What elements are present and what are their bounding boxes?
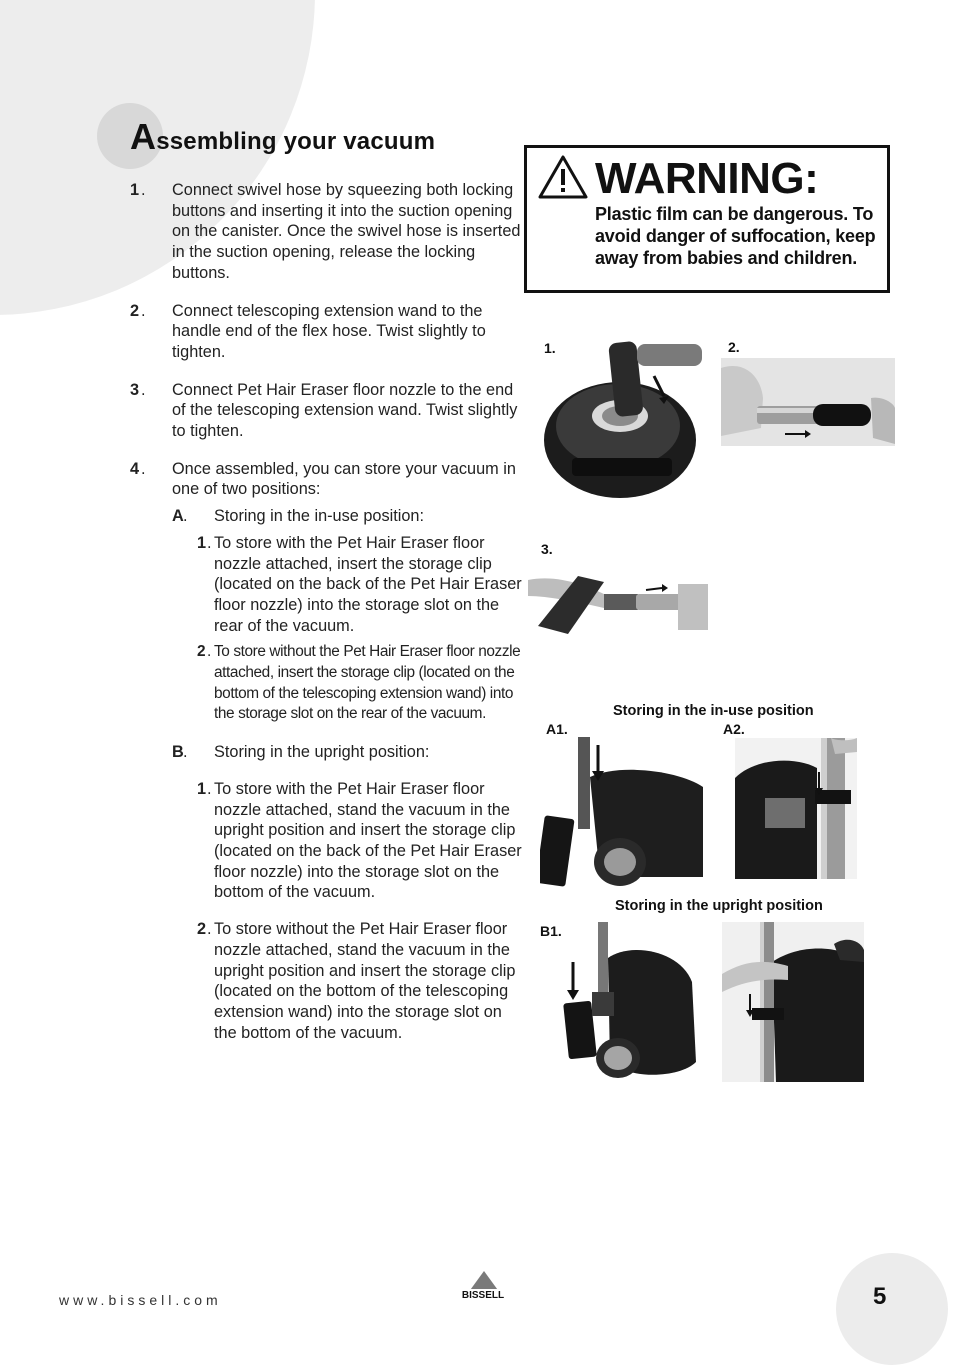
- title-rest: ssembling your vacuum: [156, 128, 436, 155]
- step-4: 4 . Once assembled, you can store your vacuum in one of two positions: A . Storing in the in-use position: 1 . To store with the Pet Hair Eraser floor nozzle attached, insert the storage clip (located on the back of the Pet Hair Eraser floor nozzle) into the storage slot on the rear of the vacuum. 2 . To store without the Pet Hair Eraser floor nozzle attached, insert the storage clip (located on the bottom of the telescoping extension wand) into the storage slot on the rear of the vacuum. B . Storing in the upright position: 1 . To store with the Pet Hair Eraser floor nozzle attached, stand the vacuum in the upright position and insert the storage clip (located on the back of the Pet Hair Eraser floor nozzle) into the storage slot on the bottom of the vacuum. 2 . To store without the Pet Hair Eraser floor nozzle attached, stand the vacuum in the upright position and insert the storage clip (located on the bottom of the telescoping extension wand) into the storage slot on the bottom of the vacuum.: [130, 459, 525, 1044]
- step-number: 2: [130, 301, 140, 320]
- step-text: Connect swivel hose by squeezing both locking buttons and inserting it into the suction opening on the canister. Once the swivel hose is inserted in the suction opening, release the locking buttons.: [172, 181, 521, 282]
- step-text: Once assembled, you can store your vacuum in one of two positions:: [172, 459, 516, 499]
- website-url: www.bissell.com: [59, 1292, 222, 1308]
- substep-b: B . Storing in the upright position:: [172, 743, 430, 762]
- warning-box: [524, 145, 890, 293]
- item-text: To store without the Pet Hair Eraser floor nozzle attached, stand the vacuum in the upright position and insert the storage clip (located on the bottom of the telescoping extension wand) into the storage slot on the bottom of the vacuum.: [214, 920, 516, 1042]
- caption-in-use: Storing in the in-use position: [613, 703, 814, 719]
- figure-label-a1: A1.: [546, 721, 568, 737]
- step-text: Connect Pet Hair Eraser floor nozzle to the end of the telescoping extension wand. Twist slightly to tighten.: [172, 380, 518, 441]
- logo-text: BISSELL: [461, 1290, 505, 1301]
- step-number: 3: [130, 380, 140, 399]
- figure-label-2: 2.: [728, 339, 740, 355]
- figure-label-b1: B1.: [540, 923, 562, 939]
- step-text: Connect telescoping extension wand to the handle end of the flex hose. Twist slightly to tighten.: [172, 301, 486, 361]
- step-number: 1: [130, 181, 140, 199]
- step-1: 1 . Connect swivel hose by squeezing both locking buttons and inserting it into the suction opening on the canister. Once the swivel hose is inserted in the suction opening, release the locking buttons.: [130, 181, 521, 282]
- figure-3-floor-nozzle-photo: [528, 566, 708, 638]
- assembly-steps: [130, 180, 525, 1060]
- figure-a1-in-use-storage-photo: [540, 737, 703, 887]
- item-number: 2: [197, 643, 206, 661]
- substep-letter: B: [172, 743, 184, 762]
- substep-letter: A: [172, 507, 184, 526]
- warning-title: WARNING:: [595, 154, 819, 203]
- step-3: 3 . Connect Pet Hair Eraser floor nozzle to the end of the telescoping extension wand. Twist slightly to tighten.: [130, 380, 518, 441]
- page-title: [130, 116, 435, 158]
- figure-label-3: 3.: [541, 541, 553, 557]
- item-number: 1: [197, 533, 207, 552]
- step-2: 2 . Connect telescoping extension wand to the handle end of the flex hose. Twist slightly to tighten.: [130, 301, 486, 361]
- figure-label-a2: A2.: [723, 721, 745, 737]
- substep-a-item-2: 2 . To store without the Pet Hair Eraser floor nozzle attached, insert the storage clip (located on the bottom of the telescoping extension wand) into the storage slot on the rear of the vacuum.: [197, 643, 521, 723]
- substep-text: Storing in the upright position:: [214, 743, 430, 762]
- figure-a2-in-use-storage-photo: [735, 738, 857, 879]
- warning-triangle-icon: [537, 154, 589, 200]
- page-number: 5: [873, 1283, 887, 1310]
- figure-1-swivel-hose-photo: [542, 340, 704, 502]
- substep-b-item-1: 1 . To store with the Pet Hair Eraser floor nozzle attached, stand the vacuum in the upright position and insert the storage clip (located on the back of the Pet Hair Eraser floor nozzle) into the storage slot on the bottom of the vacuum.: [197, 779, 522, 902]
- figure-b1-upright-storage-photo: [560, 922, 708, 1080]
- step-number: 4: [130, 459, 140, 478]
- substep-b-item-2: 2 . To store without the Pet Hair Eraser floor nozzle attached, stand the vacuum in the upright position and insert the storage clip (located on the bottom of the telescoping extension wand) into the storage slot on the bottom of the vacuum.: [197, 920, 516, 1042]
- substep-a-item-1: 1 . To store with the Pet Hair Eraser floor nozzle attached, insert the storage clip (located on the back of the Pet Hair Eraser floor nozzle) into the storage slot on the rear of the vacuum.: [197, 533, 522, 635]
- item-text: To store without the Pet Hair Eraser floor nozzle attached, insert the storage clip (located on the bottom of the telescoping extension wand) into the storage slot on the rear of the vacuum.: [214, 643, 521, 723]
- figure-label-1: 1.: [544, 340, 556, 356]
- substep-a: A . Storing in the in-use position:: [172, 507, 424, 526]
- title-initial: A: [130, 116, 157, 157]
- item-number: 1: [197, 779, 207, 798]
- figure-b2-upright-storage-photo: [722, 922, 864, 1082]
- item-text: To store with the Pet Hair Eraser floor nozzle attached, insert the storage clip (located on the back of the Pet Hair Eraser floor nozzle) into the storage slot on the rear of the vacuum.: [214, 533, 522, 635]
- bissell-logo: [456, 1269, 512, 1305]
- caption-upright: Storing in the upright position: [615, 898, 823, 914]
- item-text: To store with the Pet Hair Eraser floor nozzle attached, stand the vacuum in the upright position and insert the storage clip (located on the back of the Pet Hair Eraser floor nozzle) into the storage slot on the bottom of the vacuum.: [214, 779, 522, 902]
- item-number: 2: [197, 920, 207, 939]
- figure-2-extension-wand-photo: [721, 358, 895, 446]
- page-number-circle-decoration: [836, 1253, 948, 1365]
- substep-text: Storing in the in-use position:: [214, 507, 424, 526]
- warning-text: Plastic film can be dangerous. To avoid danger of suffocation, keep away from babies and children.: [595, 204, 876, 268]
